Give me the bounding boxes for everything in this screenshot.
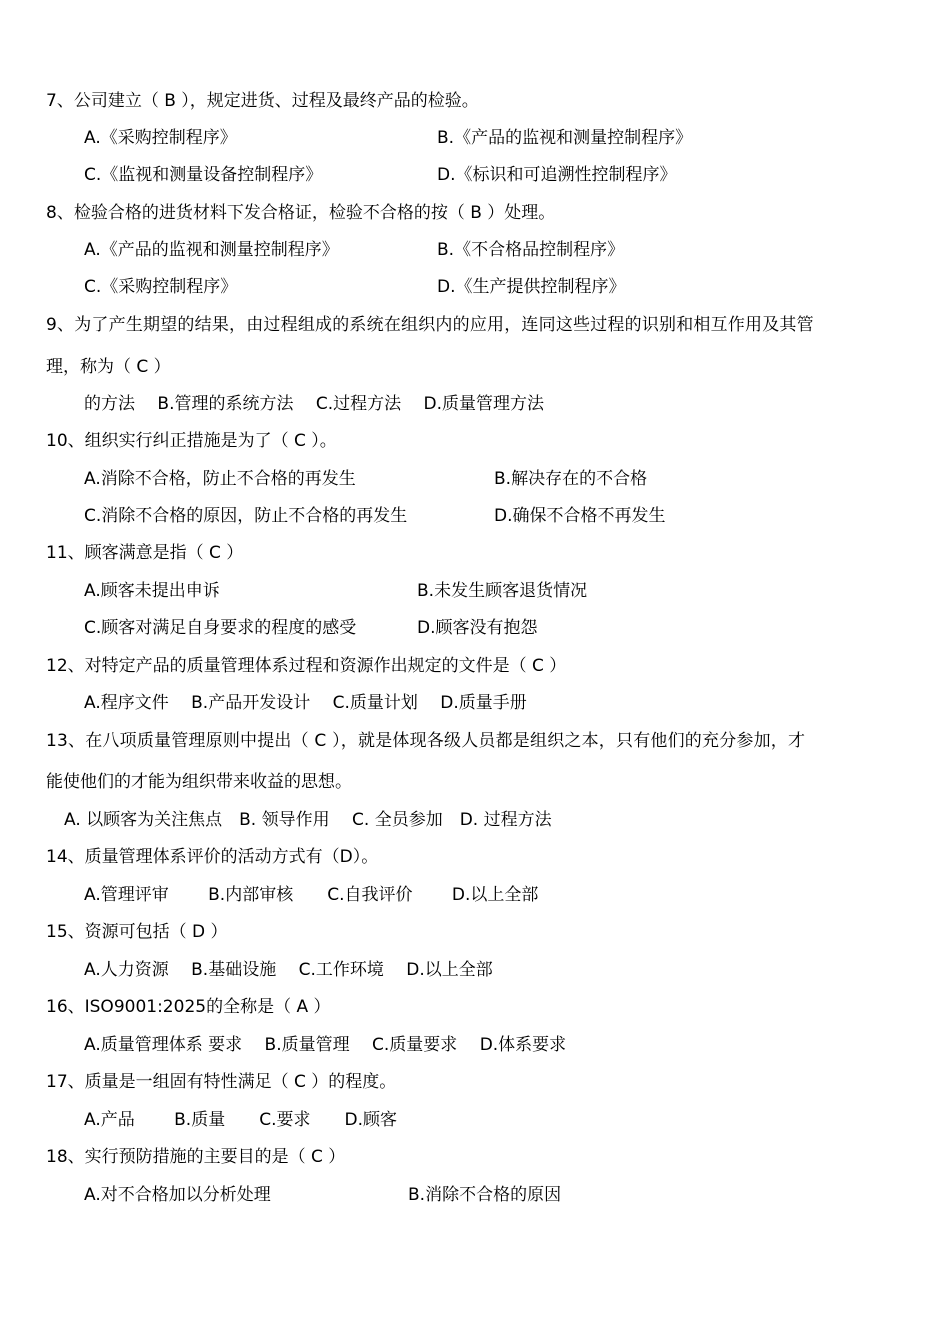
question-11-option-d: D.顾客没有抱怨: [417, 618, 538, 638]
question-7-stem: 7、公司建立（ B ），规定进货、过程及最终产品的检验。: [46, 91, 479, 111]
question-10-option-d: D.确保不合格不再发生: [494, 506, 666, 526]
question-9-stem-line2: 理，称为（ C ）: [46, 357, 171, 377]
question-18-option-b: B.消除不合格的原因: [408, 1185, 562, 1205]
question-18-stem: 18、实行预防措施的主要目的是（ C ）: [46, 1147, 346, 1167]
question-16-options: A.质量管理体系 要求 B.质量管理 C.质量要求 D.体系要求: [84, 1035, 567, 1055]
question-7-option-b: B.《产品的监视和测量控制程序》: [437, 128, 693, 148]
question-7-option-d: D.《标识和可追溯性控制程序》: [437, 165, 677, 185]
question-16-stem: 16、ISO9001:2025的全称是（ A ）: [46, 997, 331, 1017]
question-8-stem: 8、检验合格的进货材料下发合格证，检验不合格的按（ B ）处理。: [46, 203, 556, 223]
question-14-options: A.管理评审 B.内部审核 C.自我评价 D.以上全部: [84, 885, 539, 905]
question-11-option-c: C.顾客对满足自身要求的程度的感受: [84, 618, 357, 638]
question-18-option-a: A.对不合格加以分析处理: [84, 1185, 271, 1205]
question-10-option-b: B.解决存在的不合格: [494, 469, 648, 489]
question-7-option-c: C.《监视和测量设备控制程序》: [84, 165, 323, 185]
question-10-option-a: A.消除不合格，防止不合格的再发生: [84, 469, 356, 489]
question-8-option-a: A.《产品的监视和测量控制程序》: [84, 240, 339, 260]
question-17-stem: 17、质量是一组固有特性满足（ C ）的程度。: [46, 1072, 397, 1092]
question-10-option-c: C.消除不合格的原因，防止不合格的再发生: [84, 506, 408, 526]
question-8-option-c: C.《采购控制程序》: [84, 277, 238, 297]
question-8-option-b: B.《不合格品控制程序》: [437, 240, 625, 260]
question-10-stem: 10、组织实行纠正措施是为了（ C ）。: [46, 431, 337, 451]
question-8-option-d: D.《生产提供控制程序》: [437, 277, 626, 297]
question-9-options: 的方法 B.管理的系统方法 C.过程方法 D.质量管理方法: [84, 394, 545, 414]
question-9-stem-line1: 9、为了产生期望的结果，由过程组成的系统在组织内的应用，连同这些过程的识别和相互作用及其管: [46, 315, 814, 335]
question-7-option-a: A.《采购控制程序》: [84, 128, 237, 148]
question-13-stem-line2: 能使他们的才能为组织带来收益的思想。: [46, 772, 352, 792]
question-11-option-b: B.未发生顾客退货情况: [417, 581, 588, 601]
question-11-stem: 11、顾客满意是指（ C ）: [46, 543, 244, 563]
question-12-options: A.程序文件 B.产品开发设计 C.质量计划 D.质量手册: [84, 693, 527, 713]
question-15-options: A.人力资源 B.基础设施 C.工作环境 D.以上全部: [84, 960, 493, 980]
question-15-stem: 15、资源可包括（ D ）: [46, 922, 228, 942]
question-13-stem-line1: 13、在八项质量管理原则中提出（ C ），就是体现各级人员都是组织之本，只有他们的充分参加，才: [46, 731, 806, 751]
question-12-stem: 12、对特定产品的质量管理体系过程和资源作出规定的文件是（ C ）: [46, 656, 567, 676]
question-13-options: A. 以顾客为关注焦点 B. 领导作用 C. 全员参加 D. 过程方法: [64, 810, 552, 830]
question-14-stem: 14、质量管理体系评价的活动方式有（D）。: [46, 847, 379, 867]
question-11-option-a: A.顾客未提出申诉: [84, 581, 220, 601]
question-17-options: A.产品 B.质量 C.要求 D.顾客: [84, 1110, 397, 1130]
